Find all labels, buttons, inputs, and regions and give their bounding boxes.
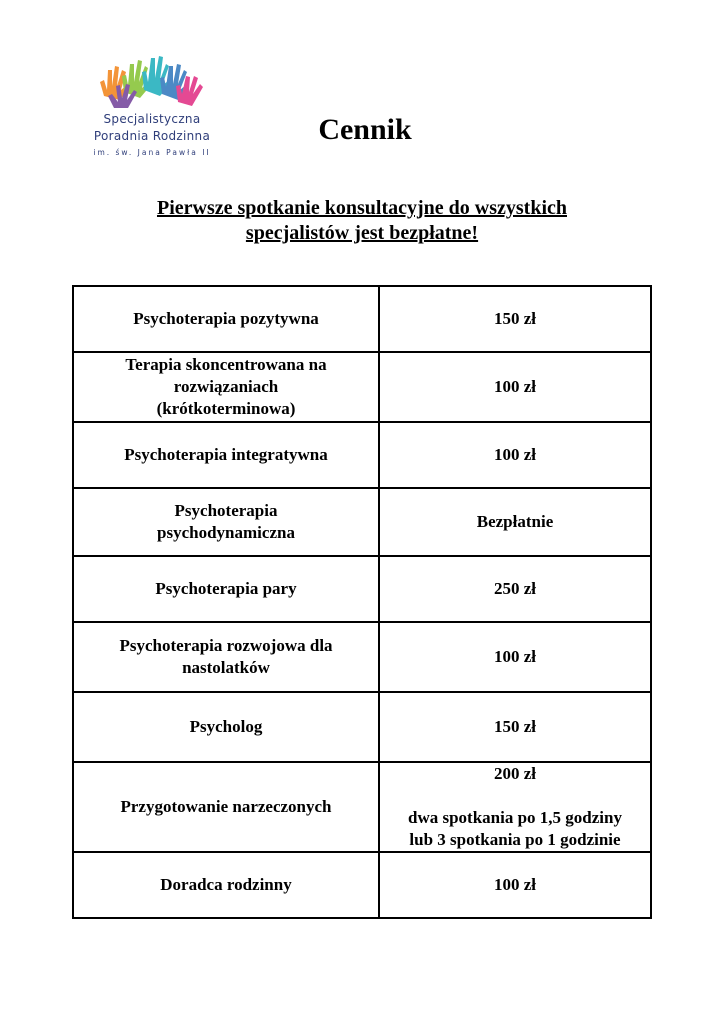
service-cell xyxy=(73,762,379,852)
table-row xyxy=(73,622,651,692)
price-note xyxy=(388,807,642,851)
service-cell xyxy=(73,286,379,352)
service-name-line: Psychoterapia integratywna xyxy=(124,445,328,464)
service-name-line: (krótkoterminowa) xyxy=(156,399,296,418)
price-value: 100 zł xyxy=(493,647,537,666)
price-value: 150 zł xyxy=(493,717,537,736)
page-title: Cennik xyxy=(318,113,412,146)
service-cell xyxy=(73,692,379,762)
logo-line-1: Specjalistyczna xyxy=(103,112,201,126)
free-consultation-notice xyxy=(100,196,624,246)
service-name-line: Psychoterapia pozytywna xyxy=(133,309,319,328)
table-row xyxy=(73,762,651,852)
price-cell xyxy=(379,286,651,352)
price-note-line: lub 3 spotkania po 1 godzinie xyxy=(409,830,621,849)
clinic-logo xyxy=(72,52,232,162)
price-cell xyxy=(379,852,651,918)
service-name-line: Psychoterapia pary xyxy=(155,579,297,598)
table-row xyxy=(73,422,651,488)
service-cell xyxy=(73,556,379,622)
service-cell xyxy=(73,352,379,422)
price-cell xyxy=(379,422,651,488)
price-note-line: dwa spotkania po 1,5 godziny xyxy=(408,808,622,827)
service-cell xyxy=(73,622,379,692)
price-cell xyxy=(379,488,651,556)
service-name-line: Terapia skoncentrowana na xyxy=(125,355,327,374)
price-value: 100 zł xyxy=(493,875,537,894)
price-cell xyxy=(379,692,651,762)
table-row xyxy=(73,692,651,762)
table-row xyxy=(73,556,651,622)
price-cell xyxy=(379,556,651,622)
hands-logo-icon xyxy=(94,52,210,110)
table-row xyxy=(73,488,651,556)
service-name-line: Przygotowanie narzeczonych xyxy=(120,797,332,816)
service-name-line: psychodynamiczna xyxy=(157,523,295,542)
service-cell xyxy=(73,488,379,556)
price-cell xyxy=(379,762,651,852)
notice-line-1: Pierwsze spotkanie konsultacyjne do wszystkich xyxy=(156,197,567,219)
price-cell xyxy=(379,352,651,422)
notice-line-2: specjalistów jest bezpłatne! xyxy=(245,222,479,244)
service-name-line: Psycholog xyxy=(189,717,263,736)
price-value: 200 zł xyxy=(493,764,537,783)
table-row xyxy=(73,286,651,352)
price-cell xyxy=(379,622,651,692)
table-row xyxy=(73,852,651,918)
service-name-line: Psychoterapia xyxy=(174,501,278,520)
logo-line-3: im. św. Jana Pawła II xyxy=(93,148,211,157)
service-name-line: Doradca rodzinny xyxy=(160,875,292,894)
service-cell xyxy=(73,852,379,918)
service-cell xyxy=(73,422,379,488)
service-name-line: rozwiązaniach xyxy=(173,377,279,396)
price-value: 100 zł xyxy=(493,377,537,396)
logo-line-2: Poradnia Rodzinna xyxy=(93,129,211,143)
table-row xyxy=(73,352,651,422)
price-value: 250 zł xyxy=(493,579,537,598)
price-value: Bezpłatnie xyxy=(476,512,554,531)
price-table xyxy=(72,285,652,919)
service-name-line: Psychoterapia rozwojowa dla xyxy=(119,636,333,655)
price-value: 100 zł xyxy=(493,445,537,464)
service-name-line: nastolatków xyxy=(182,658,270,677)
price-value: 150 zł xyxy=(493,309,537,328)
